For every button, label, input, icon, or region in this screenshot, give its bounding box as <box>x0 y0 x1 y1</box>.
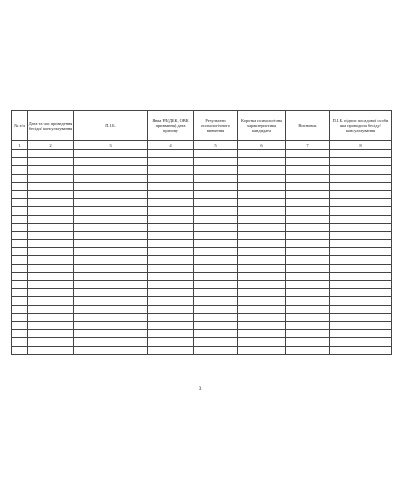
table-row <box>12 321 392 329</box>
table-cell <box>74 207 148 215</box>
table-cell <box>194 166 238 174</box>
table-cell <box>194 338 238 346</box>
table-cell <box>238 256 286 264</box>
table-cell <box>330 297 392 305</box>
table-cell <box>74 174 148 182</box>
table-cell <box>28 313 74 321</box>
table-body <box>12 150 392 355</box>
table-cell <box>148 297 194 305</box>
table-cell <box>194 346 238 354</box>
table-row <box>12 297 392 305</box>
table-cell <box>28 256 74 264</box>
register-table <box>11 110 392 355</box>
table-row <box>12 166 392 174</box>
column-number: 4 <box>148 141 194 150</box>
table-cell <box>28 321 74 329</box>
table-cell <box>286 231 330 239</box>
table-row <box>12 215 392 223</box>
table-cell <box>238 281 286 289</box>
table-cell <box>286 207 330 215</box>
table-cell <box>238 330 286 338</box>
table-cell <box>286 313 330 321</box>
table-cell <box>330 182 392 190</box>
table-cell <box>194 174 238 182</box>
table-row <box>12 190 392 198</box>
table-cell <box>286 264 330 272</box>
table-row <box>12 150 392 158</box>
table-cell <box>74 166 148 174</box>
table-row <box>12 207 392 215</box>
table-cell <box>148 321 194 329</box>
column-number-row <box>12 141 392 150</box>
table-cell <box>74 330 148 338</box>
table-cell <box>330 313 392 321</box>
table-cell <box>74 158 148 166</box>
table-cell <box>12 182 28 190</box>
table-cell <box>148 190 194 198</box>
table-cell <box>238 313 286 321</box>
table-cell <box>74 297 148 305</box>
column-header: Результати психологічного вивчення <box>194 111 238 141</box>
table-cell <box>148 338 194 346</box>
table-cell <box>238 321 286 329</box>
table-cell <box>74 281 148 289</box>
table-row <box>12 305 392 313</box>
table-cell <box>12 215 28 223</box>
table-cell <box>238 346 286 354</box>
table-cell <box>74 240 148 248</box>
table-cell <box>74 305 148 313</box>
table-cell <box>286 256 330 264</box>
table-cell <box>74 199 148 207</box>
table-cell <box>148 150 194 158</box>
table-cell <box>12 199 28 207</box>
table-cell <box>148 256 194 264</box>
column-header: П.І.Б. <box>74 111 148 141</box>
table-row <box>12 338 392 346</box>
table-cell <box>330 321 392 329</box>
table-row <box>12 248 392 256</box>
table-cell <box>194 272 238 280</box>
table-row <box>12 313 392 321</box>
table-cell <box>286 338 330 346</box>
table-cell <box>148 272 194 280</box>
table-cell <box>28 289 74 297</box>
table-cell <box>28 166 74 174</box>
table-cell <box>194 305 238 313</box>
column-header: Коротка психологічна характеристика кандидата <box>238 111 286 141</box>
table-cell <box>12 190 28 198</box>
table-cell <box>330 338 392 346</box>
table-cell <box>12 313 28 321</box>
table-cell <box>74 231 148 239</box>
table-cell <box>12 150 28 158</box>
table-cell <box>148 199 194 207</box>
table-cell <box>286 281 330 289</box>
table-cell <box>286 150 330 158</box>
table-cell <box>12 166 28 174</box>
table-row <box>12 240 392 248</box>
table-cell <box>148 174 194 182</box>
table-cell <box>12 289 28 297</box>
table-cell <box>74 264 148 272</box>
table-cell <box>28 240 74 248</box>
table-cell <box>238 338 286 346</box>
table-cell <box>238 190 286 198</box>
table-cell <box>28 207 74 215</box>
table-cell <box>74 248 148 256</box>
table-cell <box>148 346 194 354</box>
table-cell <box>12 330 28 338</box>
table-cell <box>330 166 392 174</box>
table-cell <box>238 297 286 305</box>
table-cell <box>148 158 194 166</box>
table-row <box>12 174 392 182</box>
table-cell <box>194 199 238 207</box>
table-row <box>12 289 392 297</box>
table-cell <box>238 223 286 231</box>
table-cell <box>12 338 28 346</box>
table-cell <box>330 215 392 223</box>
table-cell <box>194 321 238 329</box>
column-number: 5 <box>194 141 238 150</box>
table-cell <box>194 330 238 338</box>
table-cell <box>194 190 238 198</box>
table-cell <box>194 289 238 297</box>
table-cell <box>74 150 148 158</box>
table-cell <box>74 182 148 190</box>
table-cell <box>148 207 194 215</box>
table-cell <box>28 223 74 231</box>
table-cell <box>330 289 392 297</box>
table-cell <box>148 281 194 289</box>
table-cell <box>330 158 392 166</box>
table-cell <box>28 338 74 346</box>
table-cell <box>330 240 392 248</box>
table-cell <box>286 240 330 248</box>
column-header: № з/п <box>12 111 28 141</box>
table-cell <box>74 223 148 231</box>
table-cell <box>286 190 330 198</box>
table-cell <box>286 158 330 166</box>
table-cell <box>238 207 286 215</box>
table-cell <box>286 305 330 313</box>
table-row <box>12 182 392 190</box>
table-cell <box>194 240 238 248</box>
table-cell <box>148 240 194 248</box>
table-cell <box>330 231 392 239</box>
table-cell <box>194 297 238 305</box>
table-cell <box>12 272 28 280</box>
table-cell <box>238 289 286 297</box>
table-cell <box>74 256 148 264</box>
column-header: Явка РЛ(ДБК, ОВК призвання) дата призову <box>148 111 194 141</box>
table-cell <box>12 207 28 215</box>
table-cell <box>194 231 238 239</box>
table-cell <box>148 231 194 239</box>
column-header: П.І.Б. підпис посадової особи яка проводила бесіду/консультування <box>330 111 392 141</box>
table-cell <box>286 215 330 223</box>
table-cell <box>238 174 286 182</box>
table-cell <box>28 281 74 289</box>
table-row <box>12 281 392 289</box>
table-cell <box>74 289 148 297</box>
table-cell <box>286 182 330 190</box>
table-cell <box>148 313 194 321</box>
table-cell <box>28 174 74 182</box>
column-number: 2 <box>28 141 74 150</box>
table-cell <box>330 264 392 272</box>
table-cell <box>194 256 238 264</box>
table-cell <box>28 199 74 207</box>
table-cell <box>194 223 238 231</box>
table-cell <box>286 166 330 174</box>
table-cell <box>330 190 392 198</box>
table-cell <box>194 264 238 272</box>
table-cell <box>194 215 238 223</box>
table-cell <box>330 174 392 182</box>
column-number: 1 <box>12 141 28 150</box>
table-cell <box>148 289 194 297</box>
table-cell <box>28 248 74 256</box>
table-cell <box>330 272 392 280</box>
table-cell <box>28 231 74 239</box>
table-cell <box>148 264 194 272</box>
table-cell <box>194 313 238 321</box>
table-cell <box>12 346 28 354</box>
table-row <box>12 231 392 239</box>
column-number: 7 <box>286 141 330 150</box>
table-cell <box>286 289 330 297</box>
table-cell <box>28 182 74 190</box>
table-cell <box>330 281 392 289</box>
table-cell <box>148 215 194 223</box>
table-cell <box>74 272 148 280</box>
table-row <box>12 264 392 272</box>
table-cell <box>74 313 148 321</box>
table-cell <box>238 264 286 272</box>
table-cell <box>12 321 28 329</box>
table-cell <box>12 256 28 264</box>
table-cell <box>238 158 286 166</box>
table-cell <box>238 182 286 190</box>
table-cell <box>28 305 74 313</box>
table-cell <box>330 150 392 158</box>
table-cell <box>286 297 330 305</box>
table-row <box>12 330 392 338</box>
table-cell <box>194 158 238 166</box>
table-row <box>12 199 392 207</box>
table-cell <box>238 199 286 207</box>
table-cell <box>148 166 194 174</box>
table-cell <box>238 248 286 256</box>
table-cell <box>238 231 286 239</box>
table-cell <box>12 248 28 256</box>
table-cell <box>12 223 28 231</box>
table-cell <box>12 281 28 289</box>
table-cell <box>28 190 74 198</box>
table-row <box>12 346 392 354</box>
table-cell <box>238 215 286 223</box>
table-cell <box>238 305 286 313</box>
table-cell <box>148 223 194 231</box>
table-cell <box>148 248 194 256</box>
table-cell <box>286 330 330 338</box>
table-cell <box>330 207 392 215</box>
table-cell <box>194 248 238 256</box>
table-cell <box>148 305 194 313</box>
column-header: Висновок <box>286 111 330 141</box>
table-cell <box>28 346 74 354</box>
column-number: 8 <box>330 141 392 150</box>
table-cell <box>286 321 330 329</box>
table-cell <box>286 248 330 256</box>
table-cell <box>28 264 74 272</box>
table-cell <box>148 330 194 338</box>
table-cell <box>330 223 392 231</box>
table-row <box>12 256 392 264</box>
table-cell <box>74 321 148 329</box>
table-row <box>12 223 392 231</box>
table-cell <box>12 240 28 248</box>
column-number: 3 <box>74 141 148 150</box>
table-cell <box>286 346 330 354</box>
table-row <box>12 272 392 280</box>
table-row <box>12 158 392 166</box>
table-cell <box>194 281 238 289</box>
table-cell <box>286 272 330 280</box>
column-header: Дата та час проведення бесіди/ консультування <box>28 111 74 141</box>
table-cell <box>28 158 74 166</box>
table-cell <box>330 248 392 256</box>
table-cell <box>286 174 330 182</box>
column-number: 6 <box>238 141 286 150</box>
page-number: 3 <box>198 386 202 392</box>
table-cell <box>286 199 330 207</box>
table-cell <box>28 272 74 280</box>
table-cell <box>148 182 194 190</box>
table-cell <box>330 305 392 313</box>
table-cell <box>330 346 392 354</box>
table-cell <box>194 182 238 190</box>
table-cell <box>286 223 330 231</box>
table-cell <box>330 330 392 338</box>
table-cell <box>194 207 238 215</box>
table-cell <box>12 264 28 272</box>
table-cell <box>28 297 74 305</box>
table-cell <box>12 158 28 166</box>
table-cell <box>330 199 392 207</box>
table-cell <box>74 346 148 354</box>
table-cell <box>238 150 286 158</box>
table-cell <box>74 190 148 198</box>
header-row <box>12 111 392 141</box>
table-cell <box>12 305 28 313</box>
table-cell <box>28 150 74 158</box>
table-cell <box>238 272 286 280</box>
table-cell <box>28 330 74 338</box>
table-cell <box>74 338 148 346</box>
table-cell <box>12 231 28 239</box>
table-cell <box>74 215 148 223</box>
table-cell <box>12 297 28 305</box>
table-cell <box>194 150 238 158</box>
table-cell <box>238 166 286 174</box>
table-cell <box>330 256 392 264</box>
table-cell <box>12 174 28 182</box>
table-cell <box>238 240 286 248</box>
table-cell <box>28 215 74 223</box>
